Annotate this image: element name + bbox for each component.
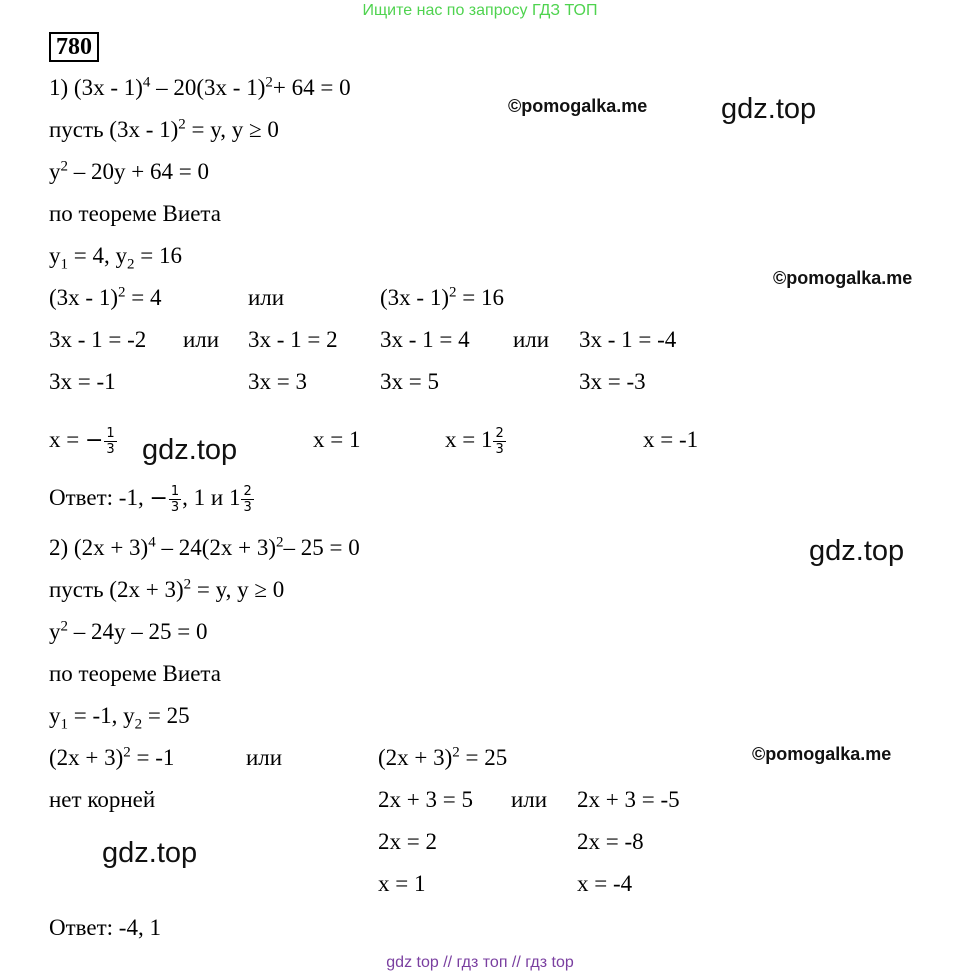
p1-mult-1: 3x = -1 (49, 369, 116, 394)
fraction: $\frac{2}{3}$ (243, 484, 252, 516)
p1-x1: x = − $\frac{1}{3}$ (49, 426, 115, 458)
p2-vieta: по теореме Виета (49, 661, 221, 686)
p2-mult-1: 2x = 2 (378, 829, 437, 854)
p1-roots: $y_1 = 4$, $y_2 = 16$ (49, 243, 182, 273)
p1-x2: x = 1 (313, 427, 361, 452)
p2-roots: $y_1 = -1$, $y_2 = 25$ (49, 703, 190, 733)
watermark-gdz-4: gdz.top (102, 837, 198, 869)
bottom-banner: gdz top // гдз топ // гдз top (386, 954, 574, 971)
p2-linear-2: 2x + 3 = -5 (577, 787, 680, 812)
p2-or-2: или (511, 787, 548, 812)
p2-substitution: пусть $(2x + 3)^2 = y$, y ≥ 0 (49, 576, 285, 602)
p1-case-1: (3x - 1)$^2$ = 4 (49, 284, 162, 310)
p1-x4: x = -1 (643, 427, 699, 452)
p2-equation: 2) $(2x + 3)^4 - 24(2x + 3)^2-$ 25 = 0 (49, 534, 360, 560)
p1-linear-4: 3x - 1 = -4 (579, 327, 677, 352)
p2-quadratic: $y^2 - 24y - 25 = 0$ (49, 618, 208, 644)
watermark-pomogalka-1: ©pomogalka.me (508, 96, 648, 116)
p1-mult-4: 3x = -3 (579, 369, 646, 394)
problem-number: 780 (49, 32, 99, 62)
p1-linear-2: 3x - 1 = 2 (248, 327, 338, 352)
p1-or-3: или (513, 327, 550, 352)
watermark-gdz-2: gdz.top (142, 434, 238, 466)
p1-or-2: или (183, 327, 220, 352)
p2-case-1: $(2x + 3)^2 = -1$ (49, 744, 175, 770)
p1-vieta: по теореме Виета (49, 201, 221, 226)
watermark-gdz-1: gdz.top (721, 93, 817, 125)
p2-or-1: или (246, 745, 283, 770)
watermark-gdz-3: gdz.top (809, 535, 905, 567)
p1-mult-2: 3x = 3 (248, 369, 307, 394)
p2-answer: Ответ: -4, 1 (49, 915, 161, 940)
p1-answer: Ответ: -1, − $\frac{1}{3}$ , 1 и 1 $\frac{2}{3}$ (49, 484, 252, 516)
watermark-pomogalka-2: ©pomogalka.me (773, 268, 913, 288)
p1-mult-3: 3x = 5 (380, 369, 439, 394)
watermark-pomogalka-3: ©pomogalka.me (752, 744, 892, 764)
fraction: $\frac{1}{3}$ (170, 484, 180, 516)
p1-linear-1: 3x - 1 = -2 (49, 327, 147, 352)
p2-mult-2: 2x = -8 (577, 829, 644, 854)
top-banner: Ищите нас по запросу ГДЗ ТОП (362, 2, 598, 19)
p2-case-2: $(2x + 3)^2 = 25$ (378, 744, 508, 770)
p2-no-roots: нет корней (49, 787, 156, 812)
p2-x2: x = -4 (577, 871, 633, 896)
p2-x1: x = 1 (378, 871, 426, 896)
fraction: $\frac{1}{3}$ (106, 426, 115, 458)
p1-x3: x = 1 $\frac{2}{3}$ (445, 426, 504, 458)
p2-linear-1: 2x + 3 = 5 (378, 787, 473, 812)
p1-or-1: или (248, 285, 285, 310)
p1-quadratic: $y^2 - 20y + 64 = 0$ (49, 158, 209, 184)
p1-linear-3: 3x - 1 = 4 (380, 327, 470, 352)
p1-case-2: (3x - 1)$^2$ = 16 (380, 284, 504, 310)
p1-equation: 1) (3x - 1)$^4$ – 20(3x - 1)$^2$+ 64 = 0 (49, 74, 351, 100)
fraction: $\frac{2}{3}$ (495, 426, 504, 458)
p1-substitution: пусть (3x - 1)$^2$ = y, y ≥ 0 (49, 116, 279, 142)
